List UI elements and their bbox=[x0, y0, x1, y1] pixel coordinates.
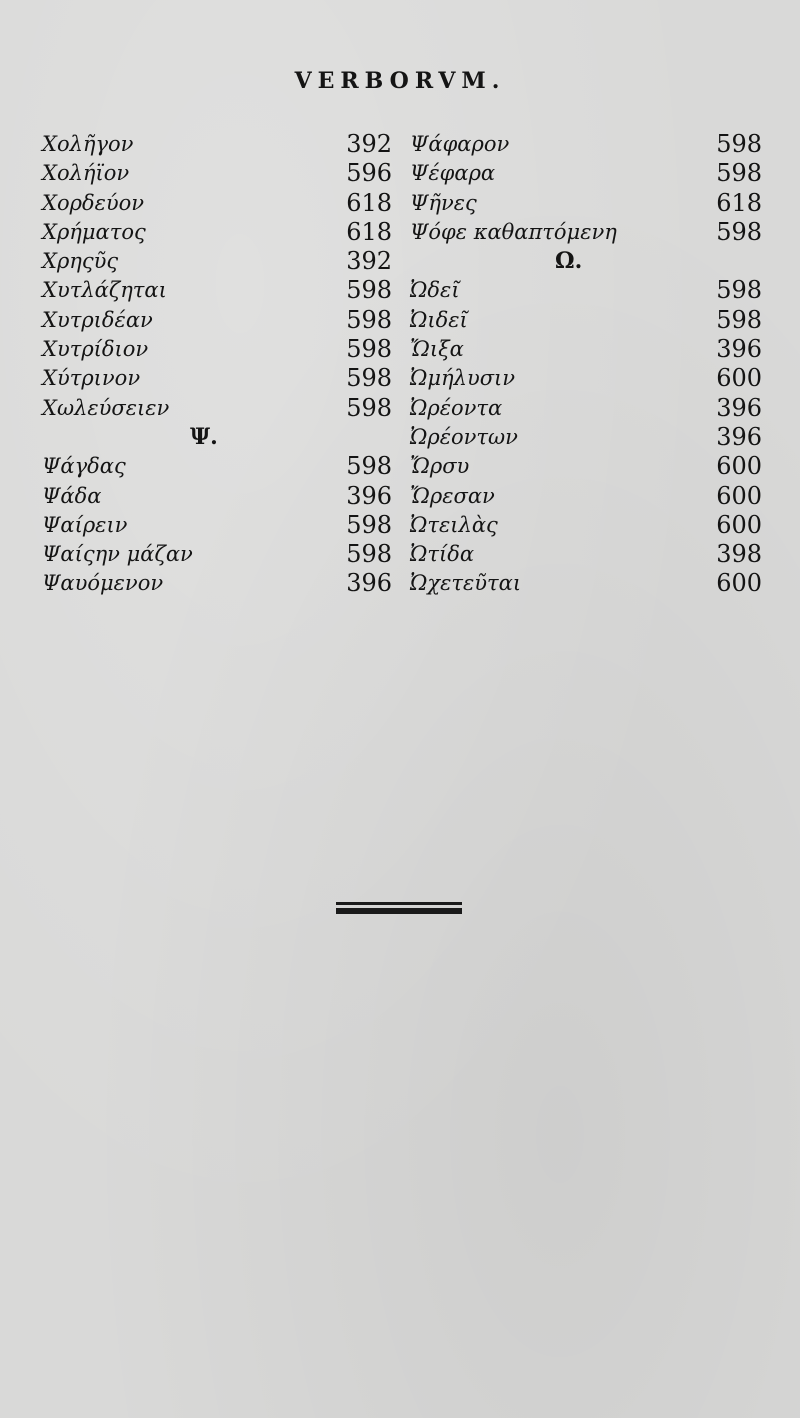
decorative-rule bbox=[336, 902, 462, 916]
index-entry bbox=[42, 364, 392, 393]
entry-page-number: 392 bbox=[346, 130, 392, 158]
entry-term: Ὠχετεῦται bbox=[410, 571, 522, 596]
entry-term: Χορδεύον bbox=[42, 190, 145, 215]
entry-term: Ὠτίδα bbox=[410, 542, 475, 567]
index-entry bbox=[42, 482, 392, 511]
entry-page-number: 600 bbox=[716, 481, 762, 510]
entry-page-number: 598 bbox=[346, 510, 392, 539]
index-entry bbox=[42, 452, 392, 481]
entry-term: Ὠιδεῖ bbox=[410, 307, 468, 332]
entry-term: Χυτλάζηται bbox=[42, 278, 167, 303]
entry-page-number: 598 bbox=[346, 335, 392, 364]
entry-page-number: 598 bbox=[716, 130, 762, 158]
entry-page-number: 598 bbox=[346, 305, 392, 334]
index-entry bbox=[410, 423, 762, 452]
index-entry bbox=[42, 394, 392, 423]
entry-term: Ψῆνες bbox=[410, 190, 477, 215]
index-entry bbox=[42, 130, 392, 159]
entry-page-number: 598 bbox=[346, 540, 392, 569]
index-entry bbox=[410, 159, 762, 188]
entry-term: Ὠρέοντων bbox=[410, 424, 518, 449]
entry-term: Ὠμήλυσιν bbox=[410, 366, 516, 391]
index-entry bbox=[42, 189, 392, 218]
entry-page-number: 600 bbox=[716, 569, 762, 598]
entry-page-number: 598 bbox=[346, 276, 392, 305]
index-entry bbox=[410, 540, 762, 569]
index-entry bbox=[410, 306, 762, 335]
index-entry bbox=[410, 364, 762, 393]
index-entry bbox=[410, 218, 762, 247]
index-entry bbox=[42, 511, 392, 540]
index-entry bbox=[42, 276, 392, 305]
index-entry bbox=[410, 511, 762, 540]
index-entry bbox=[410, 452, 762, 481]
index-entry bbox=[410, 335, 762, 364]
entry-term: Ὠτειλὰς bbox=[410, 512, 498, 537]
entry-page-number: 618 bbox=[716, 188, 762, 217]
entry-page-number: 598 bbox=[716, 159, 762, 188]
entry-term: Ψαυόμενον bbox=[42, 571, 164, 596]
index-entry bbox=[410, 189, 762, 218]
index-entry bbox=[410, 130, 762, 159]
entry-term: Ψάγδας bbox=[42, 454, 126, 479]
entry-term: Ὠδεῖ bbox=[410, 278, 460, 303]
page-header: VERBORVM. bbox=[294, 68, 506, 94]
entry-term: Ψαίρειν bbox=[42, 512, 128, 537]
entry-page-number: 618 bbox=[346, 217, 392, 246]
entry-page-number: 598 bbox=[346, 393, 392, 422]
entry-page-number: 392 bbox=[346, 247, 392, 276]
index-entry bbox=[42, 159, 392, 188]
entry-term: Ὤιξα bbox=[410, 337, 464, 362]
index-entry bbox=[42, 335, 392, 364]
rule-thick-bar bbox=[336, 908, 462, 914]
entry-page-number: 598 bbox=[346, 452, 392, 481]
entry-term: Ψαίςην μάζαν bbox=[42, 542, 193, 567]
entry-term: Ψέφαρα bbox=[410, 161, 496, 186]
entry-page-number: 396 bbox=[716, 335, 762, 364]
entry-term: Χυτρίδιον bbox=[42, 337, 149, 362]
index-entry bbox=[42, 218, 392, 247]
entry-page-number: 396 bbox=[346, 481, 392, 510]
entry-term: Ὤρεσαν bbox=[410, 483, 495, 508]
entry-term: Χολήϊον bbox=[42, 161, 130, 186]
index-entry bbox=[42, 569, 392, 598]
entry-page-number: 600 bbox=[716, 452, 762, 481]
index-entry bbox=[410, 394, 762, 423]
index-entry bbox=[42, 540, 392, 569]
index-entry bbox=[42, 247, 392, 276]
entry-term: Χρήματος bbox=[42, 219, 146, 244]
rule-thin-bar bbox=[336, 902, 462, 905]
section-letter: Ω. bbox=[555, 248, 583, 275]
index-entry bbox=[410, 276, 762, 305]
entry-page-number: 598 bbox=[716, 276, 762, 305]
entry-term: Χύτρινον bbox=[42, 366, 141, 391]
entry-term: Χολῆγον bbox=[42, 132, 134, 156]
entry-page-number: 600 bbox=[716, 364, 762, 393]
index-column-left bbox=[42, 130, 392, 599]
index-column-right bbox=[410, 130, 762, 599]
entry-term: Ὤρσυ bbox=[410, 454, 470, 479]
section-heading bbox=[410, 247, 762, 276]
entry-page-number: 598 bbox=[346, 364, 392, 393]
section-heading bbox=[42, 423, 392, 452]
entry-term: Χυτριδέαν bbox=[42, 307, 153, 332]
index-entry bbox=[42, 306, 392, 335]
entry-term: Ψάφαρον bbox=[410, 132, 510, 156]
entry-page-number: 596 bbox=[346, 159, 392, 188]
entry-page-number: 598 bbox=[716, 305, 762, 334]
entry-term: Ψόφε καθαπτόμενη bbox=[410, 219, 617, 244]
entry-term: Χωλεύσειεν bbox=[42, 395, 170, 420]
index-entry bbox=[410, 569, 762, 598]
entry-term: Χρηςῦς bbox=[42, 249, 119, 274]
entry-page-number: 600 bbox=[716, 510, 762, 539]
entry-page-number: 396 bbox=[716, 393, 762, 422]
entry-term: Ὠρέοντα bbox=[410, 395, 503, 420]
entry-page-number: 598 bbox=[716, 217, 762, 246]
section-letter: Ψ. bbox=[190, 423, 218, 450]
entry-page-number: 396 bbox=[346, 569, 392, 598]
entry-term: Ψάδα bbox=[42, 483, 102, 508]
entry-page-number: 618 bbox=[346, 188, 392, 217]
entry-page-number: 396 bbox=[716, 422, 762, 451]
index-entry bbox=[410, 482, 762, 511]
entry-page-number: 398 bbox=[716, 540, 762, 569]
